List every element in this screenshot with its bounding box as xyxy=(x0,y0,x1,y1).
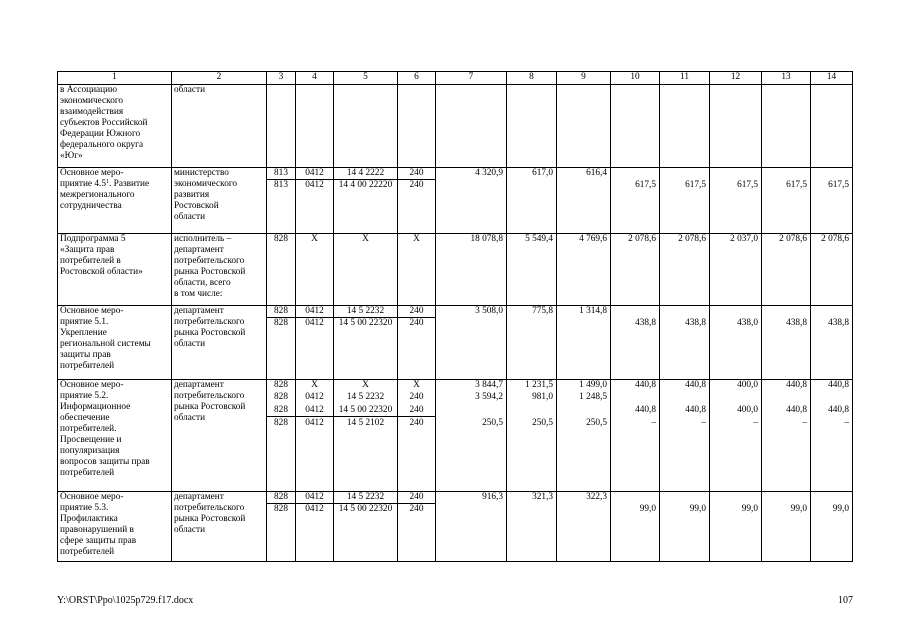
cell-value: 828 xyxy=(274,234,288,244)
value-cell-c14 xyxy=(811,85,853,168)
measure-name-cell xyxy=(58,492,172,562)
cell-value: 18 078,8 xyxy=(470,234,503,244)
cell-value: 440,8 xyxy=(635,380,656,390)
cell-value: 14 5 2232 xyxy=(334,306,397,318)
cell-value: 240 xyxy=(409,318,424,328)
cell-value: 617,5 xyxy=(685,180,706,190)
value-cell-c8 xyxy=(507,306,557,380)
value-cell-c9 xyxy=(557,168,611,234)
cell-value: 2 037,0 xyxy=(730,234,758,244)
cell-value: 0412 xyxy=(305,180,324,190)
value-cell-c5 xyxy=(334,380,398,492)
value-cell-c11 xyxy=(660,85,710,168)
cell-value xyxy=(762,492,810,503)
value-cell-c9 xyxy=(557,306,611,380)
value-cell-c10 xyxy=(611,234,660,306)
cell-value xyxy=(811,168,852,179)
cell-value: 14 5 00 22320 xyxy=(338,504,393,514)
value-cell-c10 xyxy=(611,85,660,168)
cell-value xyxy=(811,306,852,317)
cell-value: Х xyxy=(413,234,420,244)
cell-value: 828 xyxy=(267,405,295,417)
cell-value: 617,5 xyxy=(635,180,656,190)
cell-value: 4 320,9 xyxy=(475,168,503,178)
value-cell-c9 xyxy=(557,85,611,168)
footnote-marker: 1 xyxy=(106,179,109,185)
document-path: Y:\ORST\Ppo\1025p729.f17.docx xyxy=(57,595,194,606)
column-number: 8 xyxy=(507,72,557,85)
cell-value: 828 xyxy=(274,418,288,428)
value-cell-c11 xyxy=(660,234,710,306)
table-row xyxy=(58,234,853,306)
column-number: 4 xyxy=(296,72,334,85)
value-cell-c3 xyxy=(267,492,296,562)
cell-value: 3 594,2 xyxy=(475,392,503,402)
value-cell-c13 xyxy=(762,168,811,234)
column-number: 10 xyxy=(611,72,660,85)
value-cell-c7 xyxy=(436,492,507,562)
cell-value: 0412 xyxy=(305,318,324,328)
value-cell-c11 xyxy=(660,168,710,234)
value-cell-c3 xyxy=(267,380,296,492)
value-cell-c14 xyxy=(811,168,853,234)
cell-value: 438,8 xyxy=(685,318,706,328)
cell-value: 240 xyxy=(398,405,435,417)
cell-value xyxy=(660,492,709,503)
cell-value: 0412 xyxy=(305,418,324,428)
value-cell-c8 xyxy=(507,380,557,492)
value-cell-c3 xyxy=(267,168,296,234)
cell-value: 2 078,6 xyxy=(779,234,807,244)
cell-value: 438,8 xyxy=(828,318,849,328)
value-cell-c10 xyxy=(611,492,660,562)
cell-value xyxy=(557,405,610,416)
cell-value: – xyxy=(651,418,656,428)
cell-value: 616,4 xyxy=(586,168,607,178)
cell-value xyxy=(611,392,659,403)
value-cell-c4 xyxy=(296,85,334,168)
cell-value: 828 xyxy=(274,504,288,514)
value-cell-c13 xyxy=(762,306,811,380)
value-cell-c8 xyxy=(507,234,557,306)
cell-value: 0412 xyxy=(296,306,333,318)
cell-value xyxy=(762,306,810,317)
cell-value: Х xyxy=(362,380,369,390)
executor-cell xyxy=(172,234,267,306)
cell-value xyxy=(811,492,852,503)
cell-value: 400,0 xyxy=(737,405,758,415)
cell-value: 240 xyxy=(409,180,424,190)
cell-value xyxy=(436,504,506,515)
cell-value: 617,5 xyxy=(828,180,849,190)
value-cell-c6 xyxy=(398,168,436,234)
cell-value: 617,5 xyxy=(786,180,807,190)
cell-value: Х xyxy=(413,380,420,390)
value-cell-c12 xyxy=(710,306,762,380)
cell-value: 0412 xyxy=(305,392,324,402)
column-number: 3 xyxy=(267,72,296,85)
cell-value: 828 xyxy=(267,306,295,318)
cell-value: 2 078,6 xyxy=(821,234,849,244)
value-cell-c8 xyxy=(507,492,557,562)
cell-value xyxy=(762,168,810,179)
cell-value: Х xyxy=(362,234,369,244)
cell-value xyxy=(710,306,761,317)
measure-name-cell xyxy=(58,380,172,492)
column-number: 11 xyxy=(660,72,710,85)
cell-value: 2 078,6 xyxy=(678,234,706,244)
cell-value xyxy=(611,168,659,179)
cell-value: – xyxy=(753,418,758,428)
program-table xyxy=(57,71,853,562)
cell-value: 3 508,0 xyxy=(475,306,503,316)
value-cell-c10 xyxy=(611,168,660,234)
cell-value: – xyxy=(844,418,849,428)
column-number: 2 xyxy=(172,72,267,85)
cell-value xyxy=(710,492,761,503)
table-row xyxy=(58,492,853,562)
value-cell-c4 xyxy=(296,492,334,562)
value-cell-c13 xyxy=(762,85,811,168)
cell-value: – xyxy=(701,418,706,428)
value-cell-c10 xyxy=(611,306,660,380)
value-cell-c6 xyxy=(398,85,436,168)
measure-name-cell xyxy=(58,85,172,168)
cell-value: 775,8 xyxy=(532,306,553,316)
cell-value: 1 248,5 xyxy=(579,392,607,402)
cell-value: 240 xyxy=(409,392,424,402)
cell-value: 828 xyxy=(274,392,288,402)
executor-cell xyxy=(172,380,267,492)
cell-value xyxy=(710,168,761,179)
cell-value: 240 xyxy=(398,306,435,318)
measure-name-cell xyxy=(58,306,172,380)
cell-value xyxy=(557,504,610,515)
cell-value: 438,8 xyxy=(786,318,807,328)
measure-name: в Ассоциацию экономического взаимодействия субъектов Российской Федерации Южного федерального округа «Юг» xyxy=(60,85,148,161)
value-cell-c12 xyxy=(710,85,762,168)
cell-value: 14 4 00 22220 xyxy=(338,180,393,190)
cell-value: 916,3 xyxy=(482,492,503,502)
cell-value: – xyxy=(802,418,807,428)
cell-value: Х xyxy=(311,234,318,244)
column-number: 13 xyxy=(762,72,811,85)
cell-value xyxy=(710,392,761,403)
value-cell-c6 xyxy=(398,234,436,306)
executor-cell xyxy=(172,306,267,380)
measure-name-cell xyxy=(58,234,172,306)
value-cell-c11 xyxy=(660,492,710,562)
cell-value: 440,8 xyxy=(828,380,849,390)
executor-cell xyxy=(172,492,267,562)
cell-value: 99,0 xyxy=(639,504,656,514)
cell-value: 99,0 xyxy=(790,504,807,514)
cell-value: 250,5 xyxy=(482,418,503,428)
cell-value: 0412 xyxy=(296,405,333,417)
cell-value xyxy=(557,180,610,191)
value-cell-c12 xyxy=(710,492,762,562)
value-cell-c5 xyxy=(334,306,398,380)
cell-value: 250,5 xyxy=(586,418,607,428)
cell-value: 617,0 xyxy=(532,168,553,178)
value-cell-c13 xyxy=(762,492,811,562)
cell-value: 3 844,7 xyxy=(475,380,503,390)
cell-value: 0412 xyxy=(305,504,324,514)
cell-value xyxy=(611,306,659,317)
column-number: 14 xyxy=(811,72,853,85)
cell-value: 322,3 xyxy=(586,492,607,502)
column-number: 12 xyxy=(710,72,762,85)
value-cell-c9 xyxy=(557,234,611,306)
cell-value: 1 231,5 xyxy=(525,380,553,390)
value-cell-c14 xyxy=(811,492,853,562)
cell-value: 400,0 xyxy=(737,380,758,390)
cell-value: 1 499,0 xyxy=(579,380,607,390)
cell-value: 1 314,8 xyxy=(579,306,607,316)
executor-cell xyxy=(172,85,267,168)
cell-value xyxy=(762,392,810,403)
measure-name-tail: . Развитие межрегионального сотрудничества xyxy=(60,179,150,211)
cell-value xyxy=(611,492,659,503)
executor-name: области xyxy=(174,85,206,95)
cell-value: 813 xyxy=(274,180,288,190)
value-cell-c13 xyxy=(762,380,811,492)
cell-value: 321,3 xyxy=(532,492,553,502)
cell-value: 14 4 2222 xyxy=(334,168,397,180)
value-cell-c7 xyxy=(436,234,507,306)
cell-value: 813 xyxy=(267,168,295,180)
cell-value: 240 xyxy=(398,492,435,504)
cell-value: 438,8 xyxy=(635,318,656,328)
cell-value: 5 549,4 xyxy=(525,234,553,244)
value-cell-c7 xyxy=(436,85,507,168)
measure-name: Основное меро- приятие 5.3. Профилактика правонарушений в сфере защиты прав потребителей xyxy=(60,492,137,557)
value-cell-c6 xyxy=(398,380,436,492)
executor-name: департамент потребительского рынка Ростовской области xyxy=(174,306,246,349)
measure-name-cell xyxy=(58,168,172,234)
column-number: 5 xyxy=(334,72,398,85)
value-cell-c9 xyxy=(557,492,611,562)
table-row xyxy=(58,168,853,234)
cell-value xyxy=(507,318,556,329)
executor-name: департамент потребительского рынка Ростовской области xyxy=(174,380,246,423)
value-cell-c5 xyxy=(334,234,398,306)
cell-value: 440,8 xyxy=(685,405,706,415)
measure-name: Подпрограмма 5 «Защита прав потребителей в Ростовской области» xyxy=(60,234,143,277)
executor-cell xyxy=(172,168,267,234)
measure-name: Основное меро- приятие 5.2. Информационное обеспечение потребителей. Просвещение и популяризация вопросов защиты прав потребителей xyxy=(60,380,150,478)
value-cell-c8 xyxy=(507,85,557,168)
column-number: 1 xyxy=(58,72,172,85)
cell-value: 99,0 xyxy=(741,504,758,514)
value-cell-c7 xyxy=(436,380,507,492)
cell-value: Х xyxy=(311,380,318,390)
cell-value: 0412 xyxy=(296,168,333,180)
value-cell-c11 xyxy=(660,306,710,380)
cell-value: 14 5 2232 xyxy=(334,492,397,504)
cell-value: 250,5 xyxy=(532,418,553,428)
value-cell-c14 xyxy=(811,380,853,492)
cell-value: 440,8 xyxy=(786,405,807,415)
value-cell-c14 xyxy=(811,306,853,380)
cell-value: 99,0 xyxy=(689,504,706,514)
cell-value xyxy=(507,405,556,416)
cell-value: 981,0 xyxy=(532,392,553,402)
cell-value: 14 5 00 22320 xyxy=(338,318,393,328)
value-cell-c4 xyxy=(296,306,334,380)
cell-value: 0412 xyxy=(296,492,333,504)
value-cell-c7 xyxy=(436,168,507,234)
cell-value: 240 xyxy=(409,418,424,428)
value-cell-c6 xyxy=(398,306,436,380)
cell-value: 440,8 xyxy=(786,380,807,390)
cell-value: 99,0 xyxy=(832,504,849,514)
cell-value xyxy=(436,318,506,329)
table-row xyxy=(58,380,853,492)
cell-value: 438,0 xyxy=(737,318,758,328)
measure-name: Основное меро- приятие 5.1. Укрепление региональной системы защиты прав потребителей xyxy=(60,306,151,371)
cell-value: 14 5 2102 xyxy=(346,418,385,428)
value-cell-c11 xyxy=(660,380,710,492)
table-body xyxy=(58,85,853,562)
cell-value: 617,5 xyxy=(737,180,758,190)
cell-value: 828 xyxy=(267,492,295,504)
executor-name: департамент потребительского рынка Ростовской области xyxy=(174,492,246,535)
column-number: 6 xyxy=(398,72,436,85)
cell-value xyxy=(507,504,556,515)
value-cell-c13 xyxy=(762,234,811,306)
value-cell-c5 xyxy=(334,492,398,562)
cell-value xyxy=(557,318,610,329)
value-cell-c12 xyxy=(710,168,762,234)
executor-name: министерство экономического развития Ростовской области xyxy=(174,168,238,222)
cell-value: 828 xyxy=(274,318,288,328)
cell-value xyxy=(507,180,556,191)
value-cell-c12 xyxy=(710,380,762,492)
value-cell-c3 xyxy=(267,234,296,306)
value-cell-c8 xyxy=(507,168,557,234)
cell-value: 440,8 xyxy=(685,380,706,390)
cell-value: 2 078,6 xyxy=(628,234,656,244)
cell-value: 440,8 xyxy=(828,405,849,415)
cell-value: 240 xyxy=(398,168,435,180)
value-cell-c3 xyxy=(267,306,296,380)
executor-name: исполнитель – департамент потребительского рынка Ростовской области, всего в том числе: xyxy=(174,234,246,299)
cell-value: 14 5 2232 xyxy=(346,392,385,402)
cell-value xyxy=(436,180,506,191)
cell-value xyxy=(436,405,506,416)
value-cell-c6 xyxy=(398,492,436,562)
cell-value: 240 xyxy=(409,504,424,514)
column-number: 7 xyxy=(436,72,507,85)
value-cell-c14 xyxy=(811,234,853,306)
column-number: 9 xyxy=(557,72,611,85)
value-cell-c4 xyxy=(296,234,334,306)
value-cell-c3 xyxy=(267,85,296,168)
value-cell-c5 xyxy=(334,168,398,234)
measure-name: Основное меро- приятие 4.5 xyxy=(60,168,124,189)
column-number-row xyxy=(58,72,853,85)
cell-value: 440,8 xyxy=(635,405,656,415)
table-row xyxy=(58,306,853,380)
cell-value: 4 769,6 xyxy=(579,234,607,244)
cell-value xyxy=(811,392,852,403)
value-cell-c4 xyxy=(296,168,334,234)
cell-value xyxy=(660,168,709,179)
value-cell-c5 xyxy=(334,85,398,168)
cell-value xyxy=(660,306,709,317)
value-cell-c7 xyxy=(436,306,507,380)
value-cell-c10 xyxy=(611,380,660,492)
cell-value: 14 5 00 22320 xyxy=(334,405,397,417)
page-number: 107 xyxy=(838,595,853,606)
cell-value xyxy=(660,392,709,403)
value-cell-c12 xyxy=(710,234,762,306)
value-cell-c4 xyxy=(296,380,334,492)
table-row xyxy=(58,85,853,168)
cell-value: 828 xyxy=(274,380,288,390)
value-cell-c9 xyxy=(557,380,611,492)
